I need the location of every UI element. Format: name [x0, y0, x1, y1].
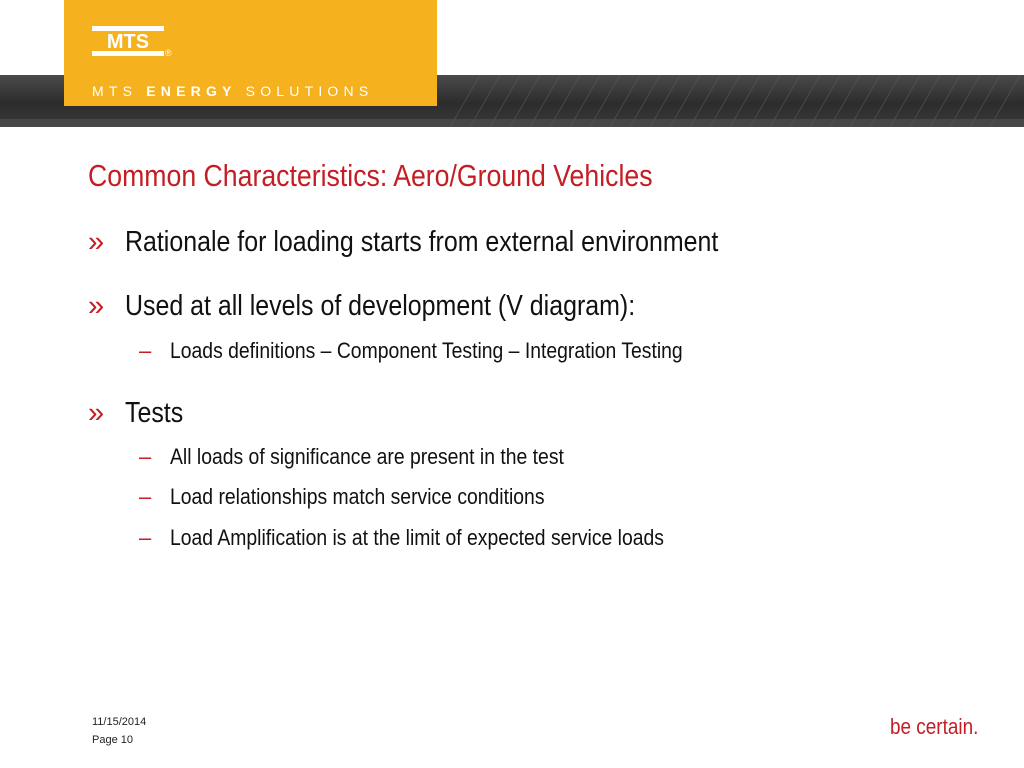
bullet-marker: »	[88, 290, 105, 322]
sub-bullet-marker: –	[139, 338, 152, 363]
mts-logo	[92, 24, 164, 58]
bullet-text: Rationale for loading starts from external environment	[125, 226, 719, 258]
tagline-part1: MTS	[92, 83, 138, 99]
sub-bullet-text: All loads of significance are present in the test	[170, 444, 564, 469]
footer-slogan: be certain.	[890, 714, 979, 739]
sub-bullet-text: Loads definitions – Component Testing – Integration Testing	[170, 338, 683, 363]
bullet-marker: »	[88, 226, 105, 258]
logo-text: MTS	[106, 31, 150, 53]
tagline-part3: SOLUTIONS	[245, 83, 374, 99]
tagline-part2: ENERGY	[146, 83, 237, 99]
bullet-text: Tests	[125, 397, 184, 429]
logo-registered-mark: ®	[165, 48, 172, 58]
slide-title: Common Characteristics: Aero/Ground Vehicles	[88, 158, 653, 193]
footer-page-number: Page 10	[92, 734, 133, 746]
sub-bullet-marker: –	[139, 444, 152, 469]
sub-bullet-text: Load Amplification is at the limit of expected service loads	[170, 525, 664, 550]
sub-bullet-text: Load relationships match service conditions	[170, 484, 545, 509]
sub-bullet-marker: –	[139, 484, 152, 509]
tagline	[92, 83, 373, 99]
sub-bullet-marker: –	[139, 525, 152, 550]
footer-date: 11/15/2014	[92, 716, 147, 728]
bullet-marker: »	[88, 397, 105, 429]
bullet-text: Used at all levels of development (V diagram):	[125, 290, 636, 322]
